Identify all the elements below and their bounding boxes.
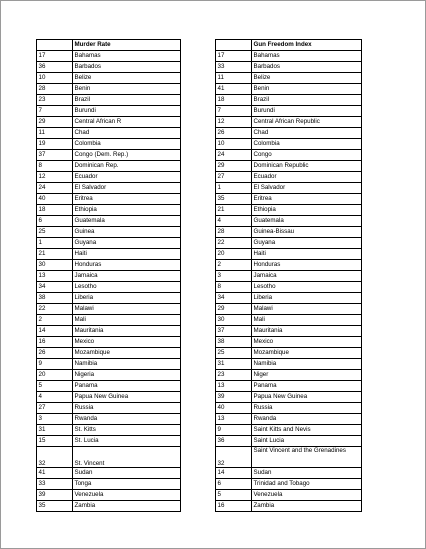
gun-freedom-row [216,392,362,403]
country-cell: Congo (Dem. Rep.) [73,150,181,161]
country-cell: Zambia [73,501,181,512]
country-cell: Guinea [73,227,181,238]
rank-cell: 7 [37,106,73,117]
country-cell: Guatemala [252,216,362,227]
murder-rate-row [37,249,181,260]
rank-cell: 9 [216,425,252,436]
gun-freedom-row [216,161,362,172]
country-cell: Rwanda [73,414,181,425]
rank-cell: 32 [37,447,73,468]
gun-freedom-row [216,139,362,150]
rank-cell: 27 [216,172,252,183]
murder-rate-row [37,403,181,414]
gun-freedom-row [216,425,362,436]
country-cell: Benin [73,84,181,95]
country-cell: Colombia [73,139,181,150]
gun-freedom-row [216,414,362,425]
murder-rate-row [37,161,181,172]
country-cell: Liberia [73,293,181,304]
rank-cell: 15 [37,436,73,447]
rank-cell: 24 [216,150,252,161]
gun-freedom-row [216,106,362,117]
gun-freedom-row [216,95,362,106]
gun-freedom-row [216,348,362,359]
country-cell: Chad [252,128,362,139]
country-cell: Dominican Rep. [73,161,181,172]
murder-rate-row [37,227,181,238]
rank-cell: 6 [37,216,73,227]
rank-cell: 39 [216,392,252,403]
murder-rate-row [37,501,181,512]
murder-rate-row [37,139,181,150]
rank-cell: 10 [37,73,73,84]
table-header-row [37,40,181,51]
rank-cell: 30 [37,260,73,271]
country-cell: Saint Kitts and Nevis [252,425,362,436]
rank-cell: 41 [216,84,252,95]
rank-cell: 13 [37,271,73,282]
murder-rate-row [37,205,181,216]
country-cell: Eritrea [73,194,181,205]
murder-rate-row [37,117,181,128]
country-cell: Saint Vincent and the Grenadines [252,447,362,468]
country-cell: Belize [252,73,362,84]
gun-freedom-row [216,381,362,392]
gun-freedom-row [216,51,362,62]
gun-freedom-row [216,359,362,370]
rank-cell: 22 [216,238,252,249]
rank-cell: 23 [37,95,73,106]
gun-freedom-row [216,501,362,512]
country-cell: Mauritania [73,326,181,337]
rank-cell: 1 [37,238,73,249]
rank-cell: 26 [216,128,252,139]
country-cell: Guatemala [73,216,181,227]
murder-rate-row [37,359,181,370]
country-cell: Jamaica [73,271,181,282]
rank-cell: 19 [37,139,73,150]
gun-freedom-row [216,479,362,490]
country-cell: Guinea-Bissau [252,227,362,238]
rank-cell: 18 [37,205,73,216]
country-cell: Tonga [73,479,181,490]
murder-rate-row [37,370,181,381]
gun-freedom-row [216,447,362,468]
gun-freedom-row [216,73,362,84]
gun-freedom-row [216,304,362,315]
rank-cell: 5 [37,381,73,392]
murder-rate-row [37,315,181,326]
country-cell: Bahamas [252,51,362,62]
murder-rate-row [37,282,181,293]
country-cell: Barbados [252,62,362,73]
rank-cell: 24 [37,183,73,194]
rank-cell: 13 [216,381,252,392]
country-cell: Haiti [252,249,362,260]
rank-cell: 22 [37,304,73,315]
rank-cell: 36 [216,436,252,447]
country-cell: Lesotho [73,282,181,293]
country-cell: Colombia [252,139,362,150]
country-cell: Central African Republic [252,117,362,128]
rank-cell: 30 [216,315,252,326]
gun-freedom-row [216,227,362,238]
country-cell: St. Vincent [73,447,181,468]
country-cell: Ethiopia [73,205,181,216]
gun-freedom-row [216,84,362,95]
country-cell: Ethiopia [252,205,362,216]
country-cell: Rwanda [252,414,362,425]
rank-cell: 20 [37,370,73,381]
rank-cell: 29 [37,117,73,128]
rank-cell: 18 [216,95,252,106]
rank-cell: 14 [216,468,252,479]
country-cell: Mexico [252,337,362,348]
country-cell: St. Kitts [73,425,181,436]
country-cell: Papua New Guinea [252,392,362,403]
country-cell: Belize [73,73,181,84]
country-cell: Guyana [252,238,362,249]
murder-rate-row [37,194,181,205]
gun-freedom-row [216,172,362,183]
rank-cell: 35 [37,501,73,512]
murder-rate-row [37,51,181,62]
country-cell: Jamaica [252,271,362,282]
murder-rate-row [37,447,181,468]
gun-freedom-row [216,490,362,501]
gun-freedom-row [216,183,362,194]
rank-cell: 17 [37,51,73,62]
country-cell: Russia [252,403,362,414]
rank-cell: 29 [216,161,252,172]
country-cell: Mexico [73,337,181,348]
murder-rate-row [37,392,181,403]
rank-cell: 7 [216,106,252,117]
rank-cell: 11 [216,73,252,84]
country-cell: Mali [252,315,362,326]
country-cell: Malawi [252,304,362,315]
rank-cell: 37 [216,326,252,337]
murder-rate-row [37,436,181,447]
country-cell: Ecuador [252,172,362,183]
rank-cell: 27 [37,403,73,414]
country-cell: El Salvador [252,183,362,194]
rank-cell: 23 [216,370,252,381]
murder-rate-table [36,39,181,512]
gun-freedom-row [216,271,362,282]
rank-header-cell [37,40,73,51]
murder-rate-row [37,150,181,161]
rank-cell: 8 [216,282,252,293]
murder-rate-row [37,73,181,84]
rank-cell: 10 [216,139,252,150]
country-cell: El Salvador [73,183,181,194]
country-cell: Niger [252,370,362,381]
country-cell: Sudan [73,468,181,479]
murder-rate-row [37,84,181,95]
gun-freedom-row [216,282,362,293]
murder-rate-row [37,172,181,183]
country-cell: Honduras [73,260,181,271]
murder-rate-row [37,381,181,392]
gun-freedom-row [216,117,362,128]
rank-cell: 32 [216,447,252,468]
rank-cell: 8 [37,161,73,172]
country-cell: Venezuela [252,490,362,501]
gun-freedom-row [216,238,362,249]
rank-cell: 16 [216,501,252,512]
country-cell: Benin [252,84,362,95]
gun-freedom-row [216,468,362,479]
rank-cell: 20 [216,249,252,260]
country-cell: Haiti [73,249,181,260]
rank-cell: 31 [216,359,252,370]
rank-cell: 38 [216,337,252,348]
country-cell: Panama [73,381,181,392]
rank-cell: 11 [37,128,73,139]
country-cell: Congo [252,150,362,161]
murder-rate-row [37,293,181,304]
country-cell: Trinidad and Tobago [252,479,362,490]
murder-rate-row [37,414,181,425]
country-cell: Russia [73,403,181,414]
murder-rate-row [37,183,181,194]
gun-freedom-index-table-body [216,40,362,512]
country-cell: Venezuela [73,490,181,501]
rank-cell: 16 [37,337,73,348]
murder-rate-row [37,337,181,348]
murder-rate-row [37,348,181,359]
murder-rate-row [37,490,181,501]
murder-rate-row [37,479,181,490]
table-header-row [216,40,362,51]
murder-rate-table-body [37,40,181,512]
rank-cell: 34 [216,293,252,304]
rank-cell: 28 [37,84,73,95]
rank-cell: 21 [37,249,73,260]
gun-freedom-row [216,205,362,216]
murder-rate-row [37,468,181,479]
gun-freedom-row [216,370,362,381]
country-cell: Dominican Republic [252,161,362,172]
country-cell: Malawi [73,304,181,315]
rank-cell: 9 [37,359,73,370]
gun-freedom-row [216,403,362,414]
rank-cell: 40 [216,403,252,414]
rank-cell: 3 [37,414,73,425]
gun-freedom-row [216,216,362,227]
rank-cell: 25 [37,227,73,238]
rank-cell: 14 [37,326,73,337]
country-cell: Namibia [252,359,362,370]
rank-cell: 35 [216,194,252,205]
country-cell: St. Lucia [73,436,181,447]
rank-cell: 2 [216,260,252,271]
gun-freedom-row [216,436,362,447]
title-header-cell: Murder Rate [73,40,181,51]
country-cell: Guyana [73,238,181,249]
rank-header-cell [216,40,252,51]
country-cell: Brazil [252,95,362,106]
rank-cell: 37 [37,150,73,161]
rank-cell: 38 [37,293,73,304]
country-cell: Papua New Guinea [73,392,181,403]
gun-freedom-row [216,260,362,271]
country-cell: Liberia [252,293,362,304]
gun-freedom-index-table [215,39,362,512]
murder-rate-row [37,260,181,271]
country-cell: Brazil [73,95,181,106]
country-cell: Mozambique [252,348,362,359]
murder-rate-row [37,238,181,249]
murder-rate-row [37,62,181,73]
country-cell: Chad [73,128,181,139]
murder-rate-row [37,106,181,117]
country-cell: Burundi [252,106,362,117]
country-cell: Nigeria [73,370,181,381]
rank-cell: 12 [37,172,73,183]
country-cell: Ecuador [73,172,181,183]
country-cell: Eritrea [252,194,362,205]
rank-cell: 5 [216,490,252,501]
rank-cell: 13 [216,414,252,425]
country-cell: Burundi [73,106,181,117]
murder-rate-row [37,95,181,106]
gun-freedom-row [216,326,362,337]
rank-cell: 12 [216,117,252,128]
country-cell: Honduras [252,260,362,271]
rank-cell: 31 [37,425,73,436]
gun-freedom-row [216,194,362,205]
country-cell: Mozambique [73,348,181,359]
gun-freedom-row [216,249,362,260]
country-cell: Sudan [252,468,362,479]
country-cell: Mali [73,315,181,326]
country-cell: Barbados [73,62,181,73]
rank-cell: 40 [37,194,73,205]
country-cell: Lesotho [252,282,362,293]
rank-cell: 33 [37,479,73,490]
rank-cell: 36 [37,62,73,73]
country-cell: Central African R [73,117,181,128]
rank-cell: 4 [37,392,73,403]
country-cell: Namibia [73,359,181,370]
gun-freedom-row [216,337,362,348]
murder-rate-row [37,304,181,315]
title-header-cell: Gun Freedom Index [252,40,362,51]
rank-cell: 3 [216,271,252,282]
rank-cell: 4 [216,216,252,227]
rank-cell: 33 [216,62,252,73]
gun-freedom-row [216,293,362,304]
gun-freedom-row [216,150,362,161]
country-cell: Zambia [252,501,362,512]
murder-rate-row [37,216,181,227]
gun-freedom-row [216,128,362,139]
rank-cell: 2 [37,315,73,326]
murder-rate-row [37,271,181,282]
murder-rate-row [37,128,181,139]
gun-freedom-row [216,315,362,326]
murder-rate-row [37,425,181,436]
country-cell: Panama [252,381,362,392]
rank-cell: 1 [216,183,252,194]
rank-cell: 41 [37,468,73,479]
rank-cell: 34 [37,282,73,293]
country-cell: Mauritania [252,326,362,337]
rank-cell: 6 [216,479,252,490]
gun-freedom-row [216,62,362,73]
rank-cell: 17 [216,51,252,62]
rank-cell: 26 [37,348,73,359]
country-cell: Saint Lucia [252,436,362,447]
rank-cell: 39 [37,490,73,501]
murder-rate-row [37,326,181,337]
rank-cell: 29 [216,304,252,315]
rank-cell: 21 [216,205,252,216]
country-cell: Bahamas [73,51,181,62]
rank-cell: 28 [216,227,252,238]
rank-cell: 25 [216,348,252,359]
